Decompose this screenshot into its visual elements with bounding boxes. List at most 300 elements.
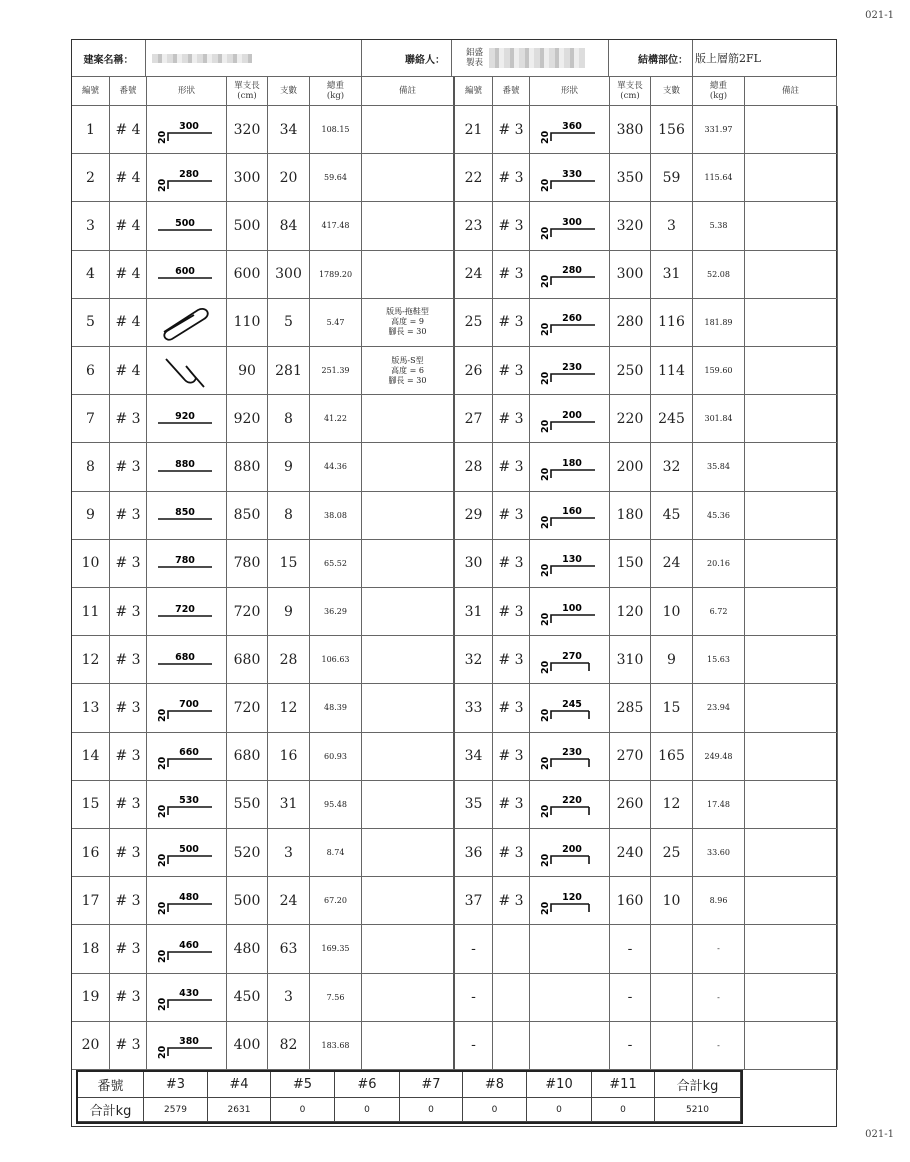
summary-totals-2: 2631 (208, 1098, 271, 1122)
summary-headers-6: #8 (463, 1072, 527, 1098)
cell-bar: # 3 (110, 443, 147, 491)
cell-note (362, 684, 455, 732)
cell-note (745, 540, 838, 588)
cell-weight: 108.15 (310, 106, 362, 154)
cell-length: 480 (227, 925, 268, 973)
structure-label: 結構部位： (609, 40, 693, 77)
cell-length: 270 (610, 733, 651, 781)
cell-length: 920 (227, 395, 268, 443)
cell-bar: # 3 (493, 588, 530, 636)
cell-note (362, 395, 455, 443)
cell-length: 500 (227, 877, 268, 925)
cell-length: 240 (610, 829, 651, 877)
cell-note (745, 636, 838, 684)
length-label: 100 (561, 602, 582, 614)
cell-count: 10 (651, 877, 693, 925)
cell-no: 12 (72, 636, 110, 684)
cell-weight: 41.22 (310, 395, 362, 443)
length-label: 600 (174, 266, 195, 278)
cell-weight: 17.48 (693, 781, 745, 829)
cell-bar: # 3 (493, 443, 530, 491)
cell-bar: # 3 (110, 684, 147, 732)
project-label: 建案名稱： (72, 40, 146, 77)
cell-shape (147, 251, 227, 299)
cell-bar: # 3 (110, 781, 147, 829)
cell-bar: # 3 (493, 684, 530, 732)
cell-weight: 8.74 (310, 829, 362, 877)
cell-bar: # 3 (493, 347, 530, 395)
cell-note: 版馬-拖鞋型 高度 = 9 腳長 = 30 (362, 299, 455, 347)
cell-weight: - (693, 1022, 745, 1070)
cell-note (745, 202, 838, 250)
cell-no: 7 (72, 395, 110, 443)
cell-length: - (610, 974, 651, 1022)
rebar-shape-hook (537, 495, 603, 535)
cell-no: 17 (72, 877, 110, 925)
rebar-shape-hook (537, 110, 603, 150)
cell-weight: 65.52 (310, 540, 362, 588)
length-label: 780 (174, 555, 195, 567)
cell-length: 150 (610, 540, 651, 588)
cell-no: 21 (455, 106, 493, 154)
cell-bar: # 3 (110, 829, 147, 877)
cell-shape (530, 251, 610, 299)
length-label: 130 (561, 554, 582, 566)
cell-weight: 6.72 (693, 588, 745, 636)
cell-shape (530, 684, 610, 732)
cell-count: 8 (268, 395, 310, 443)
cell-shape (530, 636, 610, 684)
cell-weight: 52.08 (693, 251, 745, 299)
column-header-count: 支數 (651, 77, 693, 106)
cell-shape (147, 299, 227, 347)
cell-shape (530, 781, 610, 829)
rebar-shape-hook (154, 833, 220, 873)
length-label: 220 (561, 795, 582, 807)
cell-count: 16 (268, 733, 310, 781)
cell-weight: 33.60 (693, 829, 745, 877)
cell-length: 180 (610, 492, 651, 540)
cell-weight: 48.39 (310, 684, 362, 732)
cell-shape (530, 492, 610, 540)
length-label: 360 (561, 120, 582, 132)
cell-note (745, 781, 838, 829)
cell-bar: # 3 (493, 106, 530, 154)
summary-headers-2: #4 (208, 1072, 271, 1098)
cell-no: 36 (455, 829, 493, 877)
rebar-shape-hook (537, 399, 603, 439)
cell-length: 880 (227, 443, 268, 491)
cell-count: 59 (651, 154, 693, 202)
cell-weight: 169.35 (310, 925, 362, 973)
cell-no: 10 (72, 540, 110, 588)
cell-note (362, 251, 455, 299)
rebar-shape-hook2 (537, 881, 603, 921)
cell-bar: # 4 (110, 251, 147, 299)
cell-weight: 44.36 (310, 443, 362, 491)
page-number-top: 021-1 (865, 10, 894, 21)
cell-no: 11 (72, 588, 110, 636)
summary-headers-3: #5 (271, 1072, 335, 1098)
cell-length: 220 (610, 395, 651, 443)
cell-bar: # 4 (110, 347, 147, 395)
cell-count: 32 (651, 443, 693, 491)
length-label: 680 (174, 651, 195, 663)
cell-note (745, 106, 838, 154)
hook-leg-label: 20 (539, 708, 551, 722)
cell-bar: # 4 (110, 299, 147, 347)
cell-count: 12 (651, 781, 693, 829)
cell-weight: 35.84 (693, 443, 745, 491)
hook-leg-label: 20 (539, 564, 551, 578)
cell-length: 600 (227, 251, 268, 299)
summary-headers-9: 合計kg (655, 1072, 741, 1098)
cell-shape (147, 684, 227, 732)
cell-bar: # 3 (110, 540, 147, 588)
hook-leg-label: 20 (539, 323, 551, 337)
cell-weight: 115.64 (693, 154, 745, 202)
cell-no: 29 (455, 492, 493, 540)
cell-no: 37 (455, 877, 493, 925)
cell-shape (147, 588, 227, 636)
cell-bar: # 3 (110, 1022, 147, 1070)
column-header-note: 備註 (362, 77, 455, 106)
length-label: 720 (174, 603, 195, 615)
cell-weight: 45.36 (693, 492, 745, 540)
cell-weight: 23.94 (693, 684, 745, 732)
cell-note (362, 106, 455, 154)
column-header-weight: 總重 (kg) (310, 77, 362, 106)
cell-weight: - (693, 974, 745, 1022)
length-label: 660 (178, 747, 199, 759)
hook-leg-label: 20 (156, 1046, 168, 1060)
cell-note (362, 1022, 455, 1070)
empty-shape (537, 929, 603, 969)
summary-headers-8: #11 (592, 1072, 655, 1098)
cell-note (362, 492, 455, 540)
cell-length: 310 (610, 636, 651, 684)
cell-no: 1 (72, 106, 110, 154)
cell-note (745, 829, 838, 877)
cell-length: 160 (610, 877, 651, 925)
project-name-redacted (146, 40, 362, 77)
cell-bar (493, 974, 530, 1022)
rebar-shape-s (154, 351, 220, 391)
cell-shape (147, 492, 227, 540)
cell-note (362, 443, 455, 491)
cell-weight: 301.84 (693, 395, 745, 443)
cell-note (362, 588, 455, 636)
rebar-shape-hook (537, 302, 603, 342)
cell-weight: 59.64 (310, 154, 362, 202)
cell-count: 24 (651, 540, 693, 588)
cell-no: 30 (455, 540, 493, 588)
cell-length: 680 (227, 733, 268, 781)
length-label: 230 (561, 747, 582, 759)
summary-headers-1: #3 (144, 1072, 208, 1098)
cell-count: 10 (651, 588, 693, 636)
cell-note (362, 154, 455, 202)
rebar-shape-straight (154, 640, 220, 680)
cell-count: 15 (651, 684, 693, 732)
cell-note (745, 588, 838, 636)
rebar-shape-hook (154, 110, 220, 150)
empty-shape (537, 1025, 603, 1065)
rebar-shape-hook2 (537, 833, 603, 873)
cell-count: 84 (268, 202, 310, 250)
cell-bar: # 3 (110, 733, 147, 781)
length-label: 920 (174, 410, 195, 422)
cell-no: 23 (455, 202, 493, 250)
contact-label: 聯絡人： (362, 40, 452, 77)
cell-count: 9 (651, 636, 693, 684)
cell-no: 27 (455, 395, 493, 443)
cell-bar: # 3 (110, 925, 147, 973)
length-label: 380 (178, 1036, 199, 1048)
cell-bar: # 3 (110, 492, 147, 540)
cell-no: 8 (72, 443, 110, 491)
cell-weight: 417.48 (310, 202, 362, 250)
cell-note (745, 925, 838, 973)
cell-length: 520 (227, 829, 268, 877)
cell-bar (493, 1022, 530, 1070)
cell-weight: 20.16 (693, 540, 745, 588)
cell-weight: 15.63 (693, 636, 745, 684)
summary-totals-0: 合計kg (78, 1098, 144, 1122)
cell-note (745, 299, 838, 347)
column-header-bar: 番號 (493, 77, 530, 106)
summary-headers-7: #10 (527, 1072, 592, 1098)
cell-length: 200 (610, 443, 651, 491)
cell-note (362, 636, 455, 684)
length-label: 880 (174, 458, 195, 470)
cell-shape (530, 154, 610, 202)
cell-weight: 331.97 (693, 106, 745, 154)
cell-no: 15 (72, 781, 110, 829)
hook-leg-label: 20 (539, 467, 551, 481)
cell-length: 400 (227, 1022, 268, 1070)
hook-leg-label: 20 (539, 612, 551, 626)
cell-no: 5 (72, 299, 110, 347)
cell-bar: # 3 (110, 588, 147, 636)
cell-note (362, 974, 455, 1022)
cell-weight: 181.89 (693, 299, 745, 347)
cell-no: 33 (455, 684, 493, 732)
cell-bar: # 4 (110, 106, 147, 154)
length-label: 200 (561, 843, 582, 855)
cell-length: 90 (227, 347, 268, 395)
cell-count: 3 (268, 974, 310, 1022)
cell-bar: # 3 (493, 829, 530, 877)
cell-note (745, 395, 838, 443)
cell-note (362, 540, 455, 588)
cell-count: 24 (268, 877, 310, 925)
hook-leg-label: 20 (539, 274, 551, 289)
cell-count: 82 (268, 1022, 310, 1070)
hook-leg-label: 20 (156, 805, 168, 819)
length-label: 160 (561, 506, 582, 518)
length-label: 180 (561, 457, 582, 469)
cell-weight: 251.39 (310, 347, 362, 395)
cell-count: 12 (268, 684, 310, 732)
contact-redacted (489, 48, 585, 68)
hook-leg-label: 20 (156, 853, 168, 867)
cell-count: 3 (651, 202, 693, 250)
cell-no: 34 (455, 733, 493, 781)
cell-shape (530, 106, 610, 154)
cell-count: 5 (268, 299, 310, 347)
cell-length: 300 (610, 251, 651, 299)
cell-no: 13 (72, 684, 110, 732)
cell-bar: # 3 (493, 540, 530, 588)
cell-shape (147, 781, 227, 829)
rebar-shape-straight (154, 543, 220, 583)
rebar-shape-hook (537, 158, 603, 198)
hook-leg-label: 20 (156, 130, 168, 144)
cell-shape (530, 974, 610, 1022)
cell-weight: 106.63 (310, 636, 362, 684)
hook-leg-label: 20 (156, 756, 168, 771)
rebar-shape-hook (537, 206, 603, 246)
cell-count (651, 925, 693, 973)
length-label: 500 (178, 843, 199, 855)
cell-bar: # 4 (110, 202, 147, 250)
cell-length: 280 (610, 299, 651, 347)
column-header-note: 備註 (745, 77, 837, 106)
cell-count: 245 (651, 395, 693, 443)
cell-bar: # 3 (110, 877, 147, 925)
cell-length: 260 (610, 781, 651, 829)
cell-count: 156 (651, 106, 693, 154)
hook-leg-label: 20 (539, 901, 551, 915)
cell-count: 15 (268, 540, 310, 588)
length-label: 700 (178, 698, 199, 710)
summary-totals-4: 0 (335, 1098, 400, 1122)
cell-shape (147, 106, 227, 154)
cell-count: 116 (651, 299, 693, 347)
cell-bar: # 3 (493, 877, 530, 925)
cell-no: 22 (455, 154, 493, 202)
cell-note (745, 1022, 838, 1070)
hook-leg-label: 20 (539, 419, 551, 433)
cell-shape (147, 877, 227, 925)
cell-length: 500 (227, 202, 268, 250)
cell-length: 250 (610, 347, 651, 395)
cell-shape (147, 925, 227, 973)
cell-weight: 67.20 (310, 877, 362, 925)
cell-bar: # 3 (493, 299, 530, 347)
cell-length: 720 (227, 588, 268, 636)
cell-shape (147, 347, 227, 395)
cell-count: 3 (268, 829, 310, 877)
length-label: 230 (561, 361, 582, 373)
cell-shape (147, 636, 227, 684)
length-label: 120 (561, 891, 582, 903)
cell-note (745, 251, 838, 299)
cell-weight: 38.08 (310, 492, 362, 540)
hook-leg-label: 20 (539, 371, 551, 385)
cell-shape (147, 395, 227, 443)
summary-totals-8: 0 (592, 1098, 655, 1122)
cell-shape (530, 1022, 610, 1070)
hook-leg-label: 20 (539, 130, 551, 144)
cell-bar: # 3 (110, 974, 147, 1022)
length-label: 330 (561, 168, 582, 180)
cell-note (745, 154, 838, 202)
cell-no: 25 (455, 299, 493, 347)
cell-shape (147, 829, 227, 877)
cell-no: - (455, 1022, 493, 1070)
cell-shape (530, 347, 610, 395)
hook-leg-label: 20 (156, 997, 168, 1012)
cell-shape (147, 974, 227, 1022)
structure-value: 版上層筋2FL (693, 40, 837, 77)
cell-note (362, 925, 455, 973)
rebar-shape-hook2 (537, 688, 603, 728)
cell-length: 780 (227, 540, 268, 588)
cell-weight: 1789.20 (310, 251, 362, 299)
length-label: 300 (561, 216, 582, 228)
rebar-shape-hook (537, 592, 603, 632)
cell-bar: # 3 (110, 395, 147, 443)
cell-bar: # 3 (493, 202, 530, 250)
cell-bar (493, 925, 530, 973)
rebar-shape-hook (537, 543, 603, 583)
summary-totals-1: 2579 (144, 1098, 208, 1122)
cell-length: 320 (610, 202, 651, 250)
cell-shape (147, 540, 227, 588)
cell-bar: # 3 (493, 733, 530, 781)
length-label: 850 (174, 507, 195, 519)
cell-length: 720 (227, 684, 268, 732)
cell-weight: 7.56 (310, 974, 362, 1022)
cell-note (745, 492, 838, 540)
cell-shape (147, 202, 227, 250)
cell-weight: 95.48 (310, 781, 362, 829)
empty-shape (537, 977, 603, 1017)
cell-bar: # 4 (110, 154, 147, 202)
cell-note (745, 443, 838, 491)
rebar-shape-straight (154, 254, 220, 294)
cell-count: 34 (268, 106, 310, 154)
cell-count: 9 (268, 443, 310, 491)
cell-count: 8 (268, 492, 310, 540)
cell-count: 25 (651, 829, 693, 877)
cell-weight: 60.93 (310, 733, 362, 781)
length-label: 460 (178, 939, 199, 951)
rebar-shape-hook (537, 351, 603, 391)
cell-bar: # 3 (493, 251, 530, 299)
hook-leg-label: 20 (156, 949, 168, 963)
cell-shape (530, 733, 610, 781)
cell-weight: 8.96 (693, 877, 745, 925)
rebar-shape-straight (154, 206, 220, 246)
cell-note: 版馬-S型 高度 = 6 腳長 = 30 (362, 347, 455, 395)
cell-length: 350 (610, 154, 651, 202)
length-label: 430 (178, 988, 199, 1000)
cell-weight: 183.68 (310, 1022, 362, 1070)
cell-count: 45 (651, 492, 693, 540)
cell-no: 4 (72, 251, 110, 299)
cell-no: 32 (455, 636, 493, 684)
cell-note (745, 974, 838, 1022)
rebar-shape-hook (154, 1025, 220, 1065)
rebar-shape-straight (154, 399, 220, 439)
cell-count: 31 (268, 781, 310, 829)
cell-note (745, 733, 838, 781)
column-header-bar: 番號 (110, 77, 147, 106)
cell-length: 680 (227, 636, 268, 684)
